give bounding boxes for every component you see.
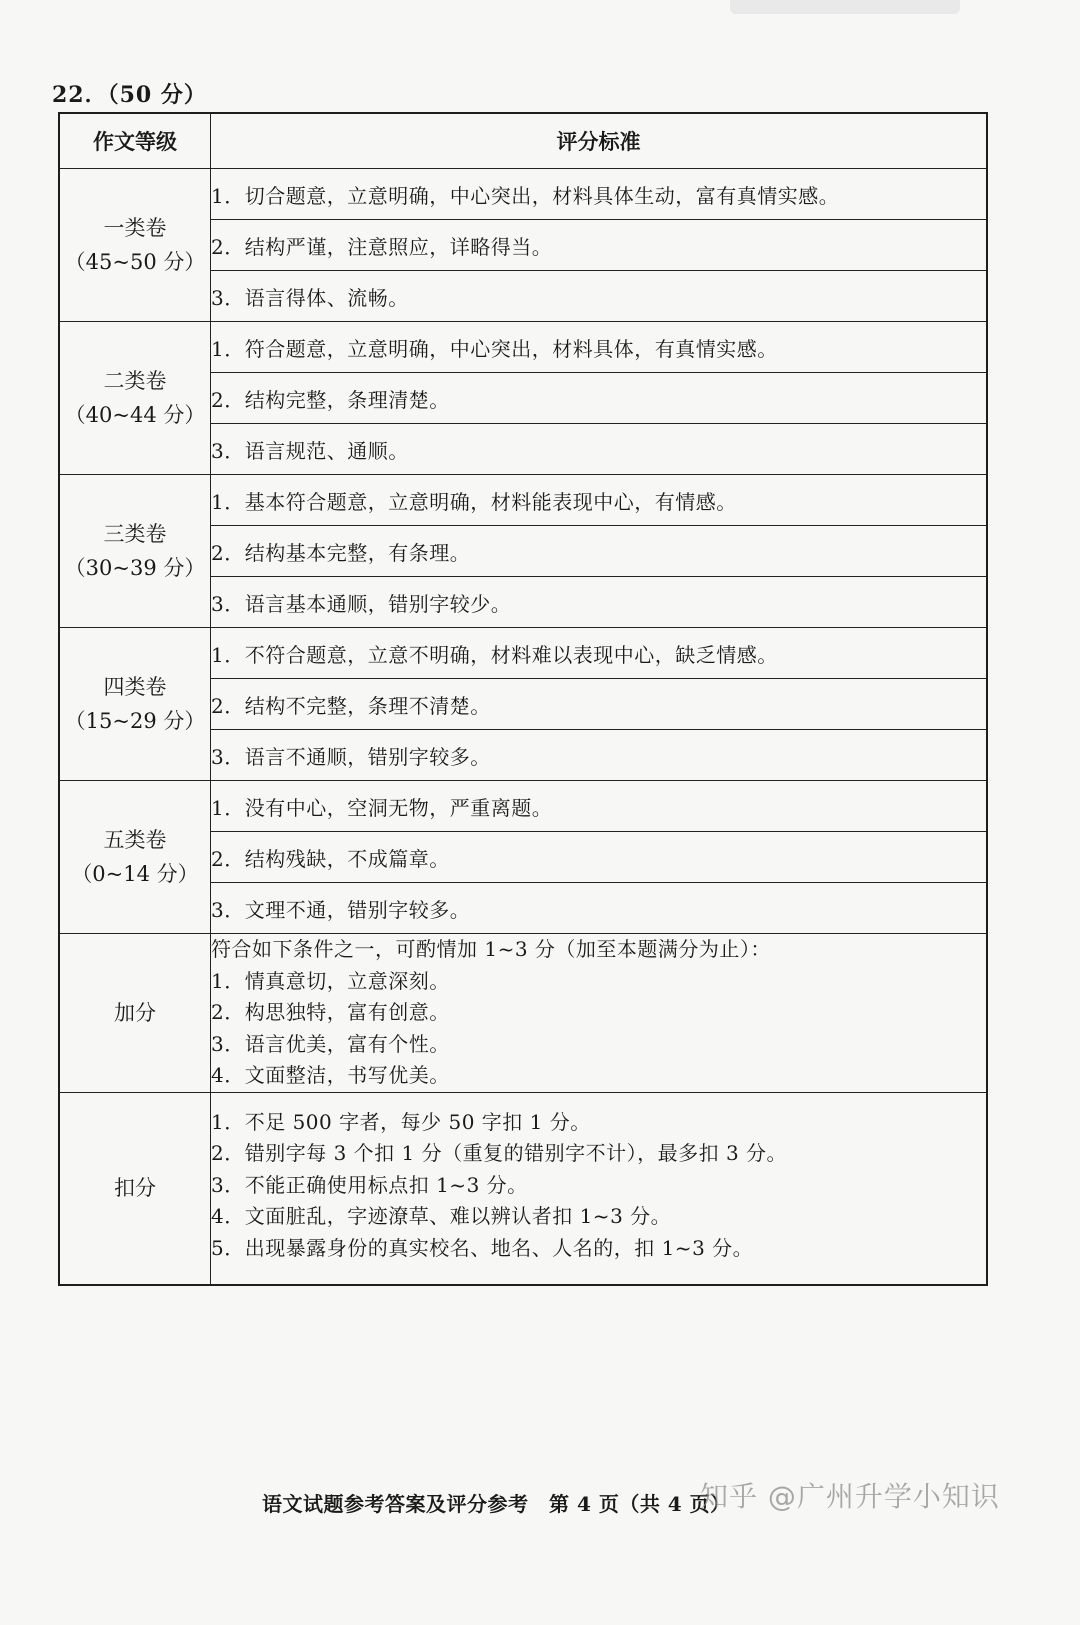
grade-level-5 xyxy=(59,781,211,934)
bonus-line: 2．构思独特，富有创意。 xyxy=(211,1000,450,1024)
table-row xyxy=(59,628,987,679)
criterion: 2．结构不完整，条理不清楚。 xyxy=(211,679,988,730)
deduction-line: 1．不足 500 字者，每少 50 字扣 1 分。 xyxy=(211,1109,591,1134)
header-level: 作文等级 xyxy=(59,113,211,169)
grade-level-4 xyxy=(59,628,211,781)
watermark: 知乎 @广州升学小知识 xyxy=(700,1480,1000,1513)
grade-name: 三类卷 xyxy=(103,522,167,546)
criterion: 3．文理不通，错别字较多。 xyxy=(211,883,988,934)
grade-level-3 xyxy=(59,475,211,628)
criterion: 3．语言不通顺，错别字较多。 xyxy=(211,730,988,781)
page-footer: 语文试题参考答案及评分参考 第 4 页（共 4 页） xyxy=(262,1492,731,1516)
criterion: 1．没有中心，空洞无物，严重离题。 xyxy=(211,781,988,832)
grade-name: 五类卷 xyxy=(103,828,167,852)
criterion: 2．结构完整，条理清楚。 xyxy=(211,373,988,424)
criterion: 1．不符合题意，立意不明确，材料难以表现中心，缺乏情感。 xyxy=(211,628,988,679)
bonus-line: 4．文面整洁，书写优美。 xyxy=(211,1063,450,1087)
criterion: 1．切合题意，立意明确，中心突出，材料具体生动，富有真情实感。 xyxy=(211,169,988,220)
deduction-criteria xyxy=(211,1092,988,1285)
deduction-line: 4．文面脏乱，字迹潦草、难以辨认者扣 1~3 分。 xyxy=(211,1204,672,1228)
scan-edge-mark xyxy=(730,0,960,14)
header-criteria: 评分标准 xyxy=(211,113,988,169)
table-row xyxy=(59,322,987,373)
criterion: 2．结构残缺，不成篇章。 xyxy=(211,832,988,883)
deduction-label: 扣分 xyxy=(59,1092,211,1285)
bonus-line: 3．语言优美，富有个性。 xyxy=(211,1031,450,1056)
bonus-label: 加分 xyxy=(59,934,211,1093)
criterion: 2．结构基本完整，有条理。 xyxy=(211,526,988,577)
criterion: 1．基本符合题意，立意明确，材料能表现中心，有情感。 xyxy=(211,475,988,526)
grade-range: （45~50 分） xyxy=(64,250,206,274)
bonus-line: 1．情真意切，立意深刻。 xyxy=(211,968,450,993)
criterion: 3．语言基本通顺，错别字较少。 xyxy=(211,577,988,628)
grade-level-2 xyxy=(59,322,211,475)
grade-range: （30~39 分） xyxy=(64,556,206,580)
criterion: 2．结构严谨，注意照应，详略得当。 xyxy=(211,220,988,271)
scoring-table xyxy=(58,112,988,1286)
bonus-row xyxy=(59,934,987,1093)
criterion: 3．语言规范、通顺。 xyxy=(211,424,988,475)
deduction-row xyxy=(59,1092,987,1285)
criterion: 3．语言得体、流畅。 xyxy=(211,271,988,322)
deduction-line: 2．错别字每 3 个扣 1 分（重复的错别字不计），最多扣 3 分。 xyxy=(211,1141,788,1165)
table-header-row xyxy=(59,113,987,169)
grade-range: （40~44 分） xyxy=(64,403,206,427)
criterion: 1．符合题意，立意明确，中心突出，材料具体，有真情实感。 xyxy=(211,322,988,373)
bonus-criteria xyxy=(211,934,988,1093)
grade-range: （15~29 分） xyxy=(64,709,206,733)
table-row xyxy=(59,781,987,832)
grade-name: 一类卷 xyxy=(103,216,167,240)
grade-name: 四类卷 xyxy=(103,675,167,699)
grade-name: 二类卷 xyxy=(103,369,167,393)
bonus-line: 符合如下条件之一，可酌情加 1~3 分（加至本题满分为止）： xyxy=(211,937,771,961)
deduction-line: 3．不能正确使用标点扣 1~3 分。 xyxy=(211,1172,528,1197)
table-row xyxy=(59,475,987,526)
grade-range: （0~14 分） xyxy=(71,862,199,886)
grade-level-1 xyxy=(59,169,211,322)
deduction-line: 5．出现暴露身份的真实校名、地名、人名的，扣 1~3 分。 xyxy=(211,1235,754,1260)
table-row xyxy=(59,169,987,220)
question-number: 22．（50 分） xyxy=(52,82,207,108)
